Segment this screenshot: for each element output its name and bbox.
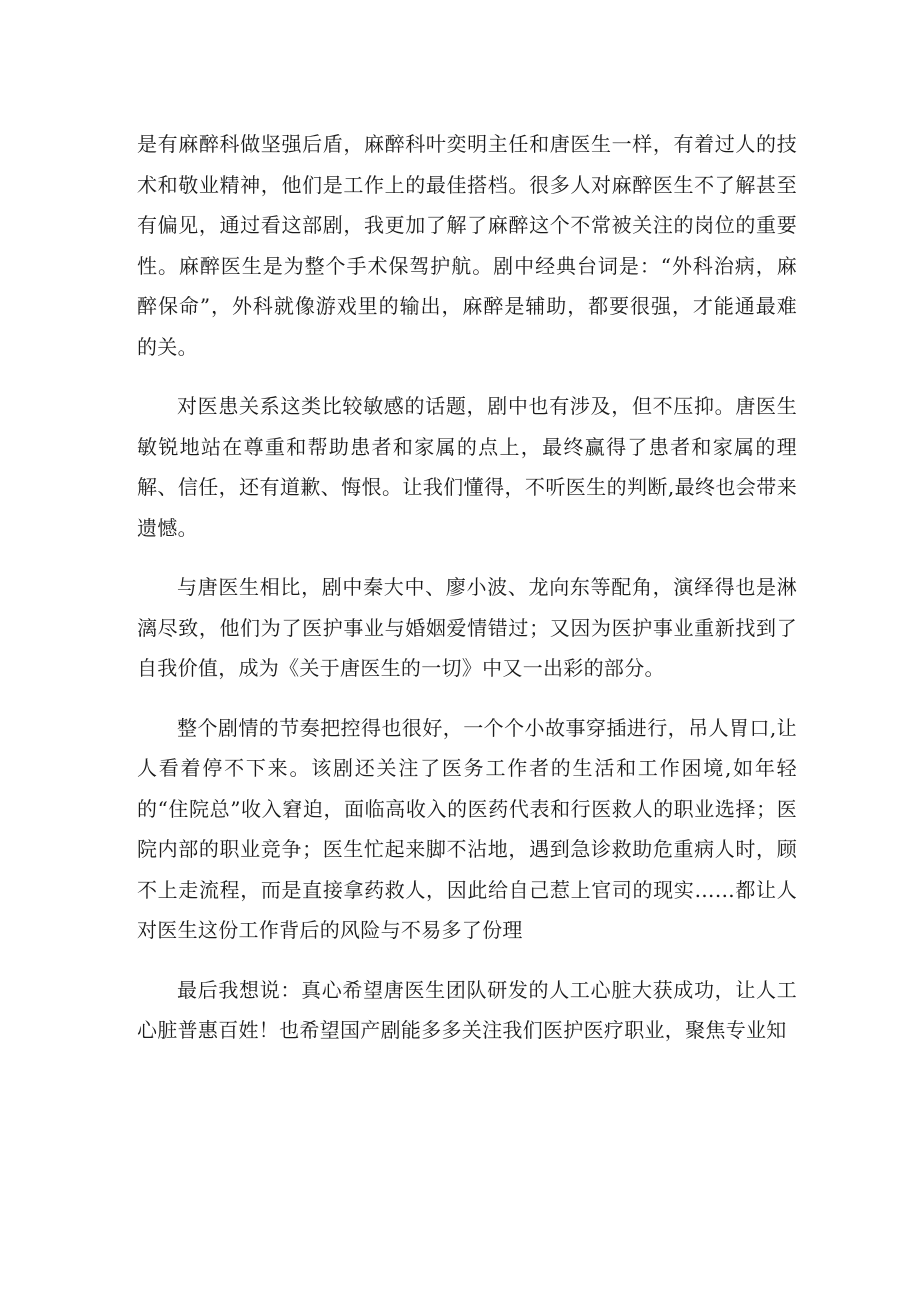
- article-body: [137, 124, 797, 1051]
- paragraph-closing-thoughts: 最后我想说：真心希望唐医生团队研发的人工心脏大获成功，让人工心脏普惠百姓！也希望国产剧能多多关注我们医护医疗职业，聚焦专业知: [137, 977, 797, 1042]
- paragraph-supporting-roles: 与唐医生相比，剧中秦大中、廖小波、龙向东等配角，演绎得也是淋漓尽致，他们为了医护事业与婚姻爱情错过；又因为医护事业重新找到了自我价值，成为《关于唐医生的一切》中又一出彩的部分。: [137, 575, 797, 680]
- paragraph-plot-pacing: 整个剧情的节奏把控得也很好，一个个小故事穿插进行，吊人胃口,让人看着停不下来。该剧还关注了医务工作者的生活和工作困境,如年轻的“住院总”收入窘迫，面临高收入的医药代表和行医救人的职业选择；医院内部的职业竞争；医生忙起来脚不沾地，遇到急诊救助危重病人时，顾不上走流程，而是直接拿药救人，因此给自己惹上官司的现实……都让人对医生这份工作背后的风险与不易多了份理: [137, 715, 797, 942]
- paragraph-anesthesia: 是有麻醉科做坚强后盾，麻醉科叶奕明主任和唐医生一样，有着过人的技术和敬业精神，他们是工作上的最佳搭档。很多人对麻醉医生不了解甚至有偏见，通过看这部剧，我更加了解了麻醉这个不常被关注的岗位的重要性。麻醉医生是为整个手术保驾护航。剧中经典台词是：“外科治病，麻醉保命”，外科就像游戏里的输出，麻醉是辅助，都要很强，才能通最难的关。: [137, 132, 797, 359]
- paragraph-doctor-patient-relations: 对医患关系这类比较敏感的话题，剧中也有涉及，但不压抑。唐医生敏锐地站在尊重和帮助患者和家属的点上，最终赢得了患者和家属的理解、信任，还有道歉、悔恨。让我们懂得，不听医生的判断,最终也会带来遗憾。: [137, 394, 797, 540]
